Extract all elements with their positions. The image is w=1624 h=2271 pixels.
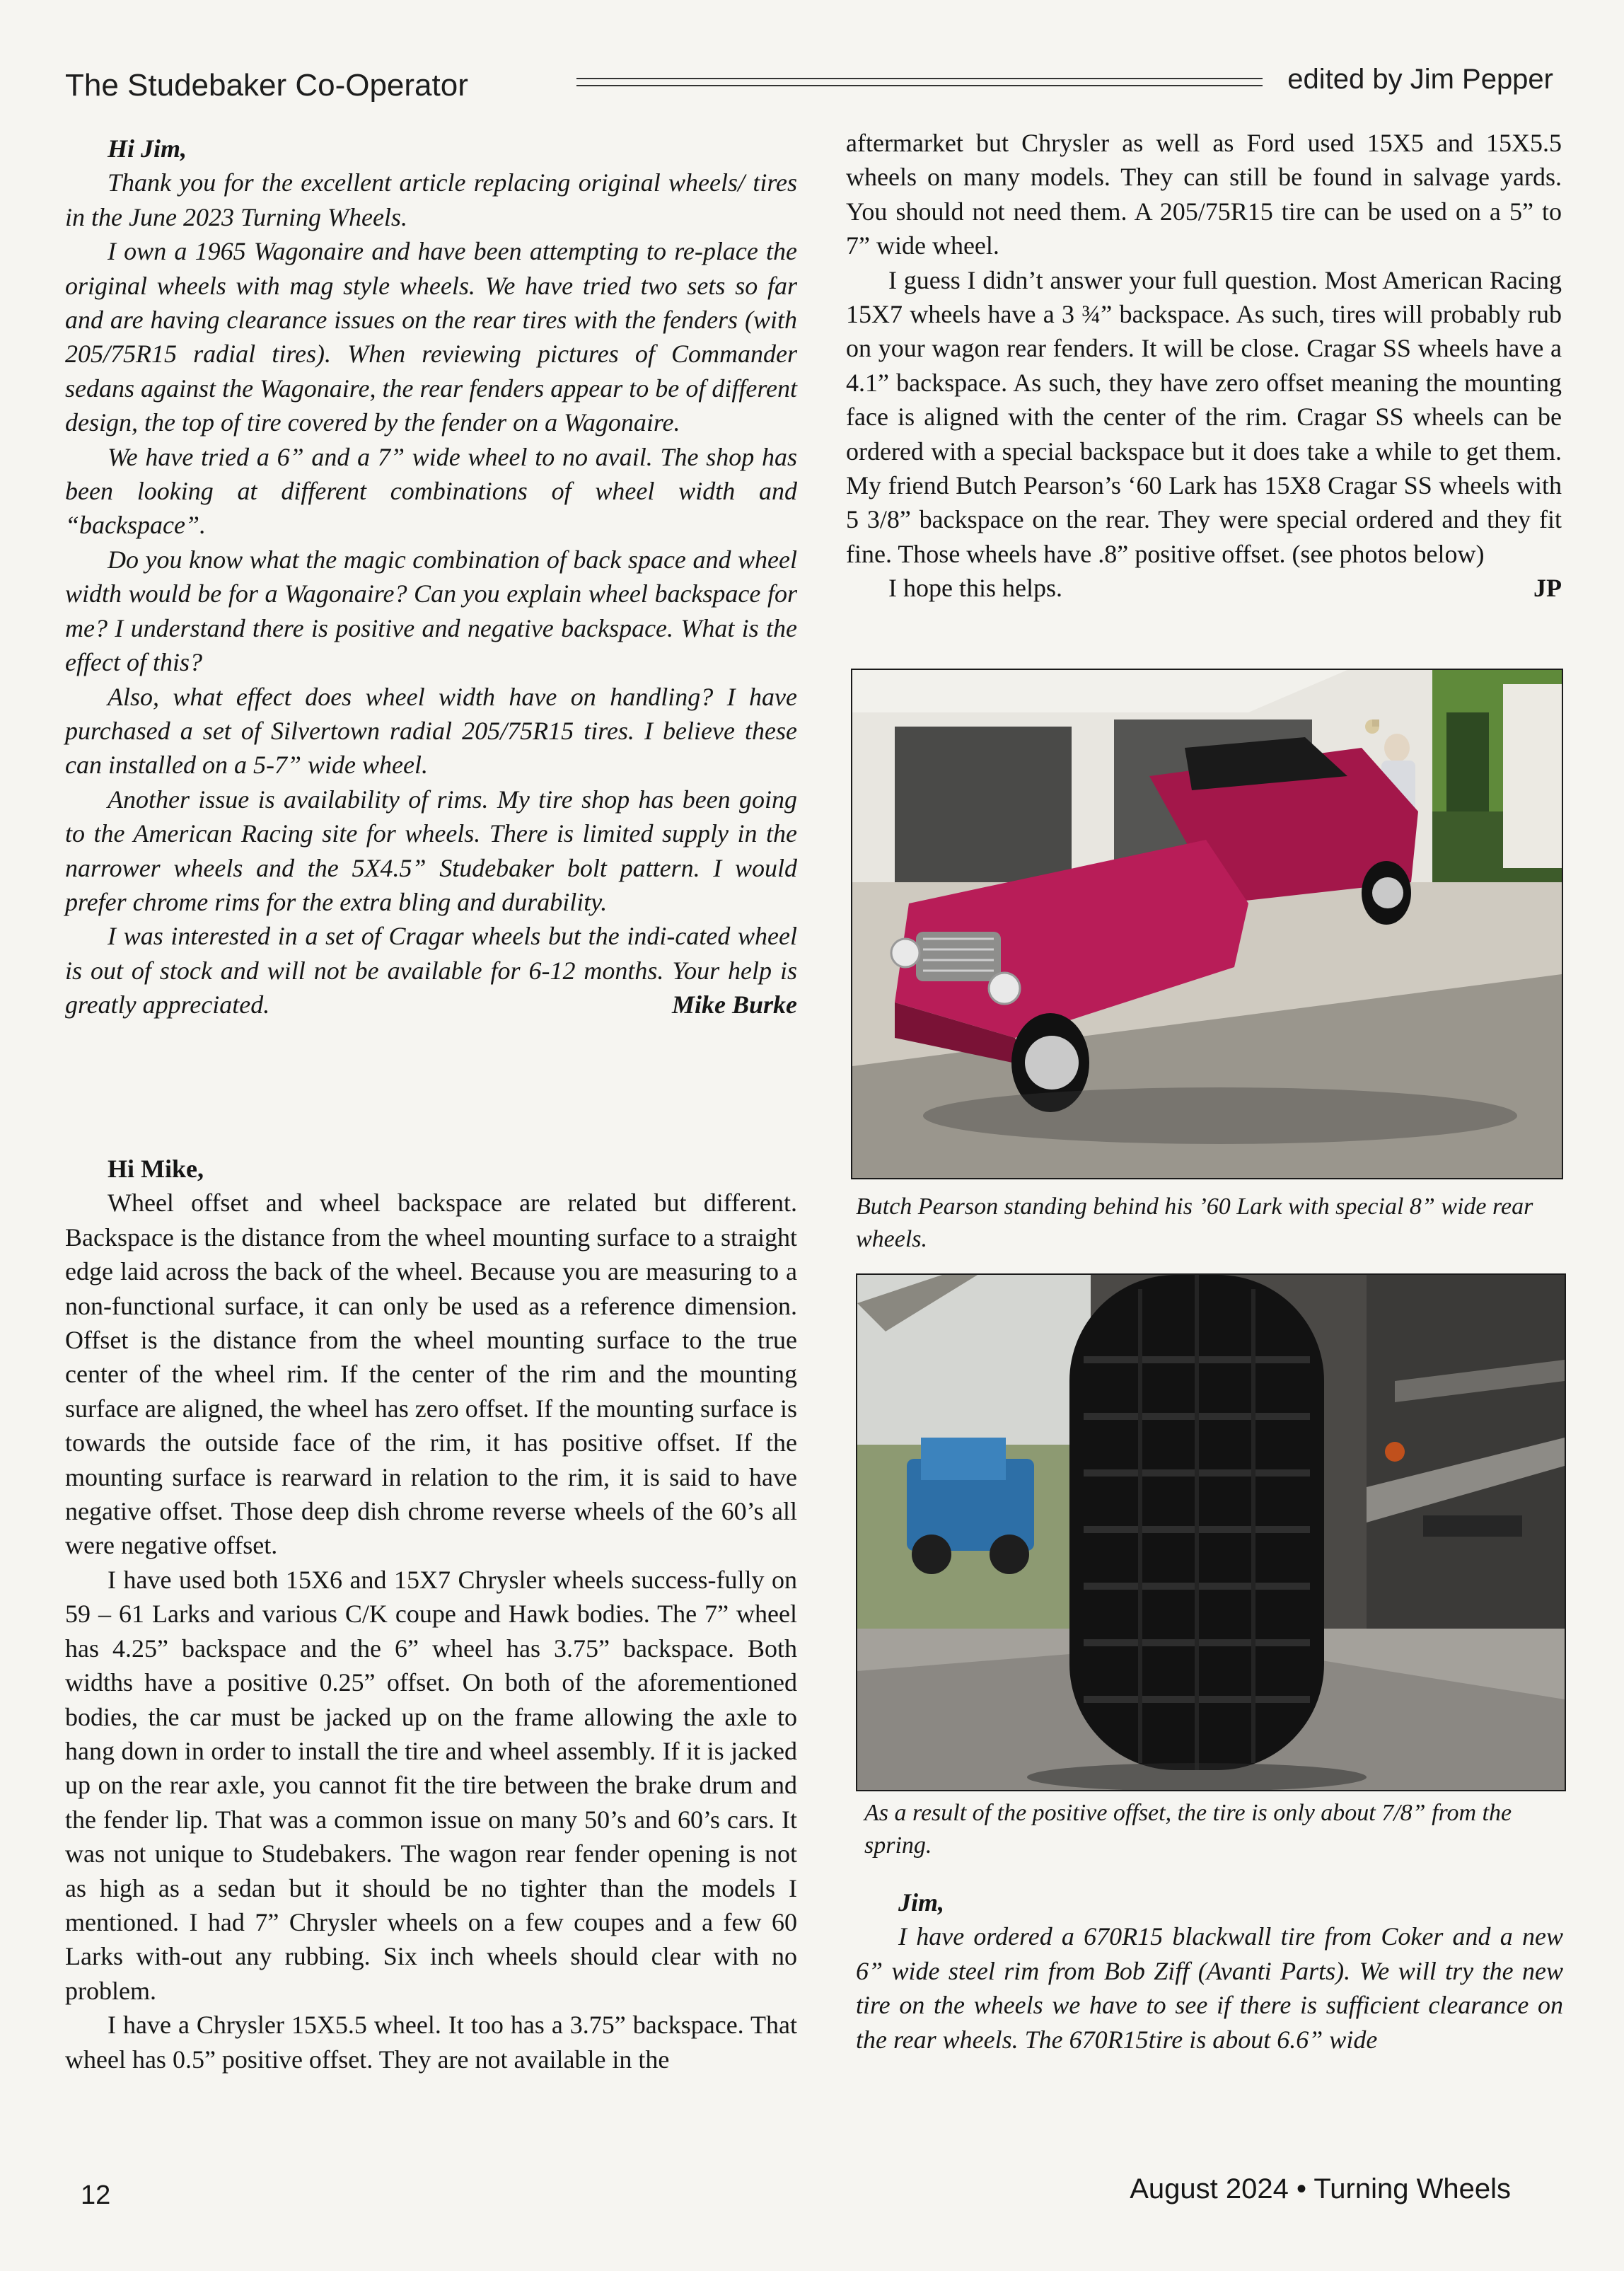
- editor-credit: edited by Jim Pepper: [1287, 64, 1553, 95]
- reply-closing: [846, 571, 1562, 605]
- tire-clearance-photo: [856, 1273, 1566, 1791]
- issue-footer: [1130, 2173, 1511, 2205]
- letter-paragraph: We have tried a 6” and a 7” wide wheel to no avail. The shop has been looking at different combinations of wheel width and “backspace”.: [65, 442, 797, 540]
- issue-date: August 2024: [1130, 2173, 1289, 2204]
- letter-paragraph: Do you know what the magic combination of back space and wheel width would be for a Wagonaire? Can you explain wheel backspace for me? I understand there is positive and negative backspace. What is the effect of this?: [65, 545, 797, 677]
- second-letter-salutation: Jim,: [898, 1888, 945, 1917]
- footer-bullet: •: [1296, 2173, 1306, 2204]
- column-title: The Studebaker Co-Operator: [65, 68, 468, 103]
- reply-paragraph: I have used both 15X6 and 15X7 Chrysler wheels success-fully on 59 – 61 Larks and various C/K coupe and Hawk bodies. The 7” wheel has 4.25” backspace and the 6” wheel has 3.75” backspace. Both widths have a positive 0.25” offset. On both of the aforementioned bodies, the car must be jacked up on the frame allowing the axle to hang down in order to install the tire and wheel assembly. If it is jacked up on the rear axle, you cannot fit the tire between the brake drum and the fender lip. That was a common issue on many 50’s and 60’s cars. It was not unique to Studebakers. The wagon rear fender opening is not as high as a sedan but it should be no tighter than the models I mentioned. I had 7” Chrysler wheels on a few coupes and a few 60 Larks with-out any rubbing. Six inch wheels should clear with no problem.: [65, 1565, 797, 2005]
- letter-paragraph: Also, what effect does wheel width have on handling? I have purchased a set of Silvertown radial 205/75R15 tires. I believe these can installed on a 5-7” wide wheel.: [65, 682, 797, 780]
- letter-salutation: Hi Jim,: [108, 134, 187, 163]
- letter-closing-text: I was interested in a set of Cragar wheels but the indi-cated wheel is out of stock and will not be available for 6-12 months. Your help is greatly appreciated.: [65, 922, 797, 1019]
- letter-paragraph: Thank you for the excellent article replacing original wheels/ tires in the June 2023 Turning Wheels.: [65, 168, 797, 231]
- letter-paragraph: I own a 1965 Wagonaire and have been attempting to re-place the original wheels with mag style wheels. We have tried two sets so far and are having clearance issues on the rear tires with the fenders (with 205/75R15 radial tires). When reviewing pictures of Commander sedans against the Wagonaire, the rear fenders appear to be of different design, the top of tire covered by the fender on a Wagonaire.: [65, 237, 797, 437]
- reply-closing-text: I hope this helps.: [888, 574, 1062, 603]
- letter-paragraph: Another issue is availability of rims. My tire shop has been going to the American Racing site for wheels. There is limited supply in the narrower wheels and the 5X4.5” Studebaker bolt pattern. I would prefer chrome rims for the extra bling and durability.: [65, 785, 797, 916]
- reply-paragraph: I guess I didn’t answer your full question. Most American Racing 15X7 wheels have a 3 ¾” backspace. As such, tires will probably rub on your wagon rear fenders. It will be close. Cragar SS wheels have a 4.1” backspace. As such, they have zero offset meaning the mounting face is aligned with the center of the rim. Cragar SS wheels can be ordered with a special backspace but it does take a while to get them. My friend Butch Pearson’s ‘60 Lark has 15X8 Cragar SS wheels with 5 3/8” backspace on the rear. They were special ordered and they fit fine. Those wheels have .8” positive offset. (see photos below): [846, 265, 1562, 568]
- photo-caption-car: Butch Pearson standing behind his ’60 Lark with special 8” wide rear wheels.: [856, 1194, 1533, 1252]
- lark-car-photo: [851, 669, 1563, 1179]
- second-letter-paragraph: I have ordered a 670R15 blackwall tire from Coker and a new 6” wide steel rim from Bob Ziff (Avanti Parts). We will try the new tire on the wheels we have to see if there is sufficient clearance on the rear wheels. The 670R15tire is about 6.6” wide: [856, 1922, 1563, 2054]
- reply-paragraph: Wheel offset and wheel backspace are related but different. Backspace is the distance from the wheel mounting surface to a straight edge laid across the back of the wheel. Because you are measuring to a non-functional surface, it can only be used as a reference dimension. Offset is the distance from the wheel mounting surface to the true center of the wheel rim. If the center of the rim and the mounting surface are aligned, the wheel has zero offset. If the mounting surface is towards the outside face of the rim, it has positive offset. If the mounting surface is rearward in relation to the rim, it is said to have negative offset. Those deep dish chrome reverse wheels of the 60’s all were negative offset.: [65, 1189, 797, 1560]
- letter-signature: Mike Burke: [671, 990, 797, 1019]
- reply-salutation: Hi Mike,: [108, 1155, 204, 1183]
- editor-reply: [65, 1152, 797, 2076]
- reply-continuation-text: aftermarket but Chrysler as well as Ford used 15X5 and 15X5.5 wheels on many models. They can still be found in salvage yards. You should not need them. A 205/75R15 tire can be used on a 5” to 7” wide wheel.: [846, 129, 1562, 260]
- reader-letter: [65, 132, 797, 1022]
- reply-continuation: [846, 126, 1562, 606]
- tire-clearance-illustration: [857, 1275, 1565, 1790]
- letter-paragraph-last: [65, 919, 797, 1022]
- reply-paragraph: I have a Chrysler 15X5.5 wheel. It too has a 3.75” backspace. That wheel has 0.5” positive offset. They are not available in the: [65, 2011, 797, 2074]
- header-rule-bottom: [576, 85, 1263, 86]
- page-number: 12: [81, 2180, 111, 2210]
- magazine-name: Turning Wheels: [1313, 2173, 1511, 2204]
- header-rule-top: [576, 78, 1263, 79]
- lark-car-illustration: [852, 670, 1562, 1178]
- reply-signature: JP: [1533, 574, 1562, 603]
- photo-caption-tire: As a result of the positive offset, the tire is only about 7/8” from the spring.: [864, 1800, 1512, 1859]
- second-letter: [856, 1885, 1563, 2057]
